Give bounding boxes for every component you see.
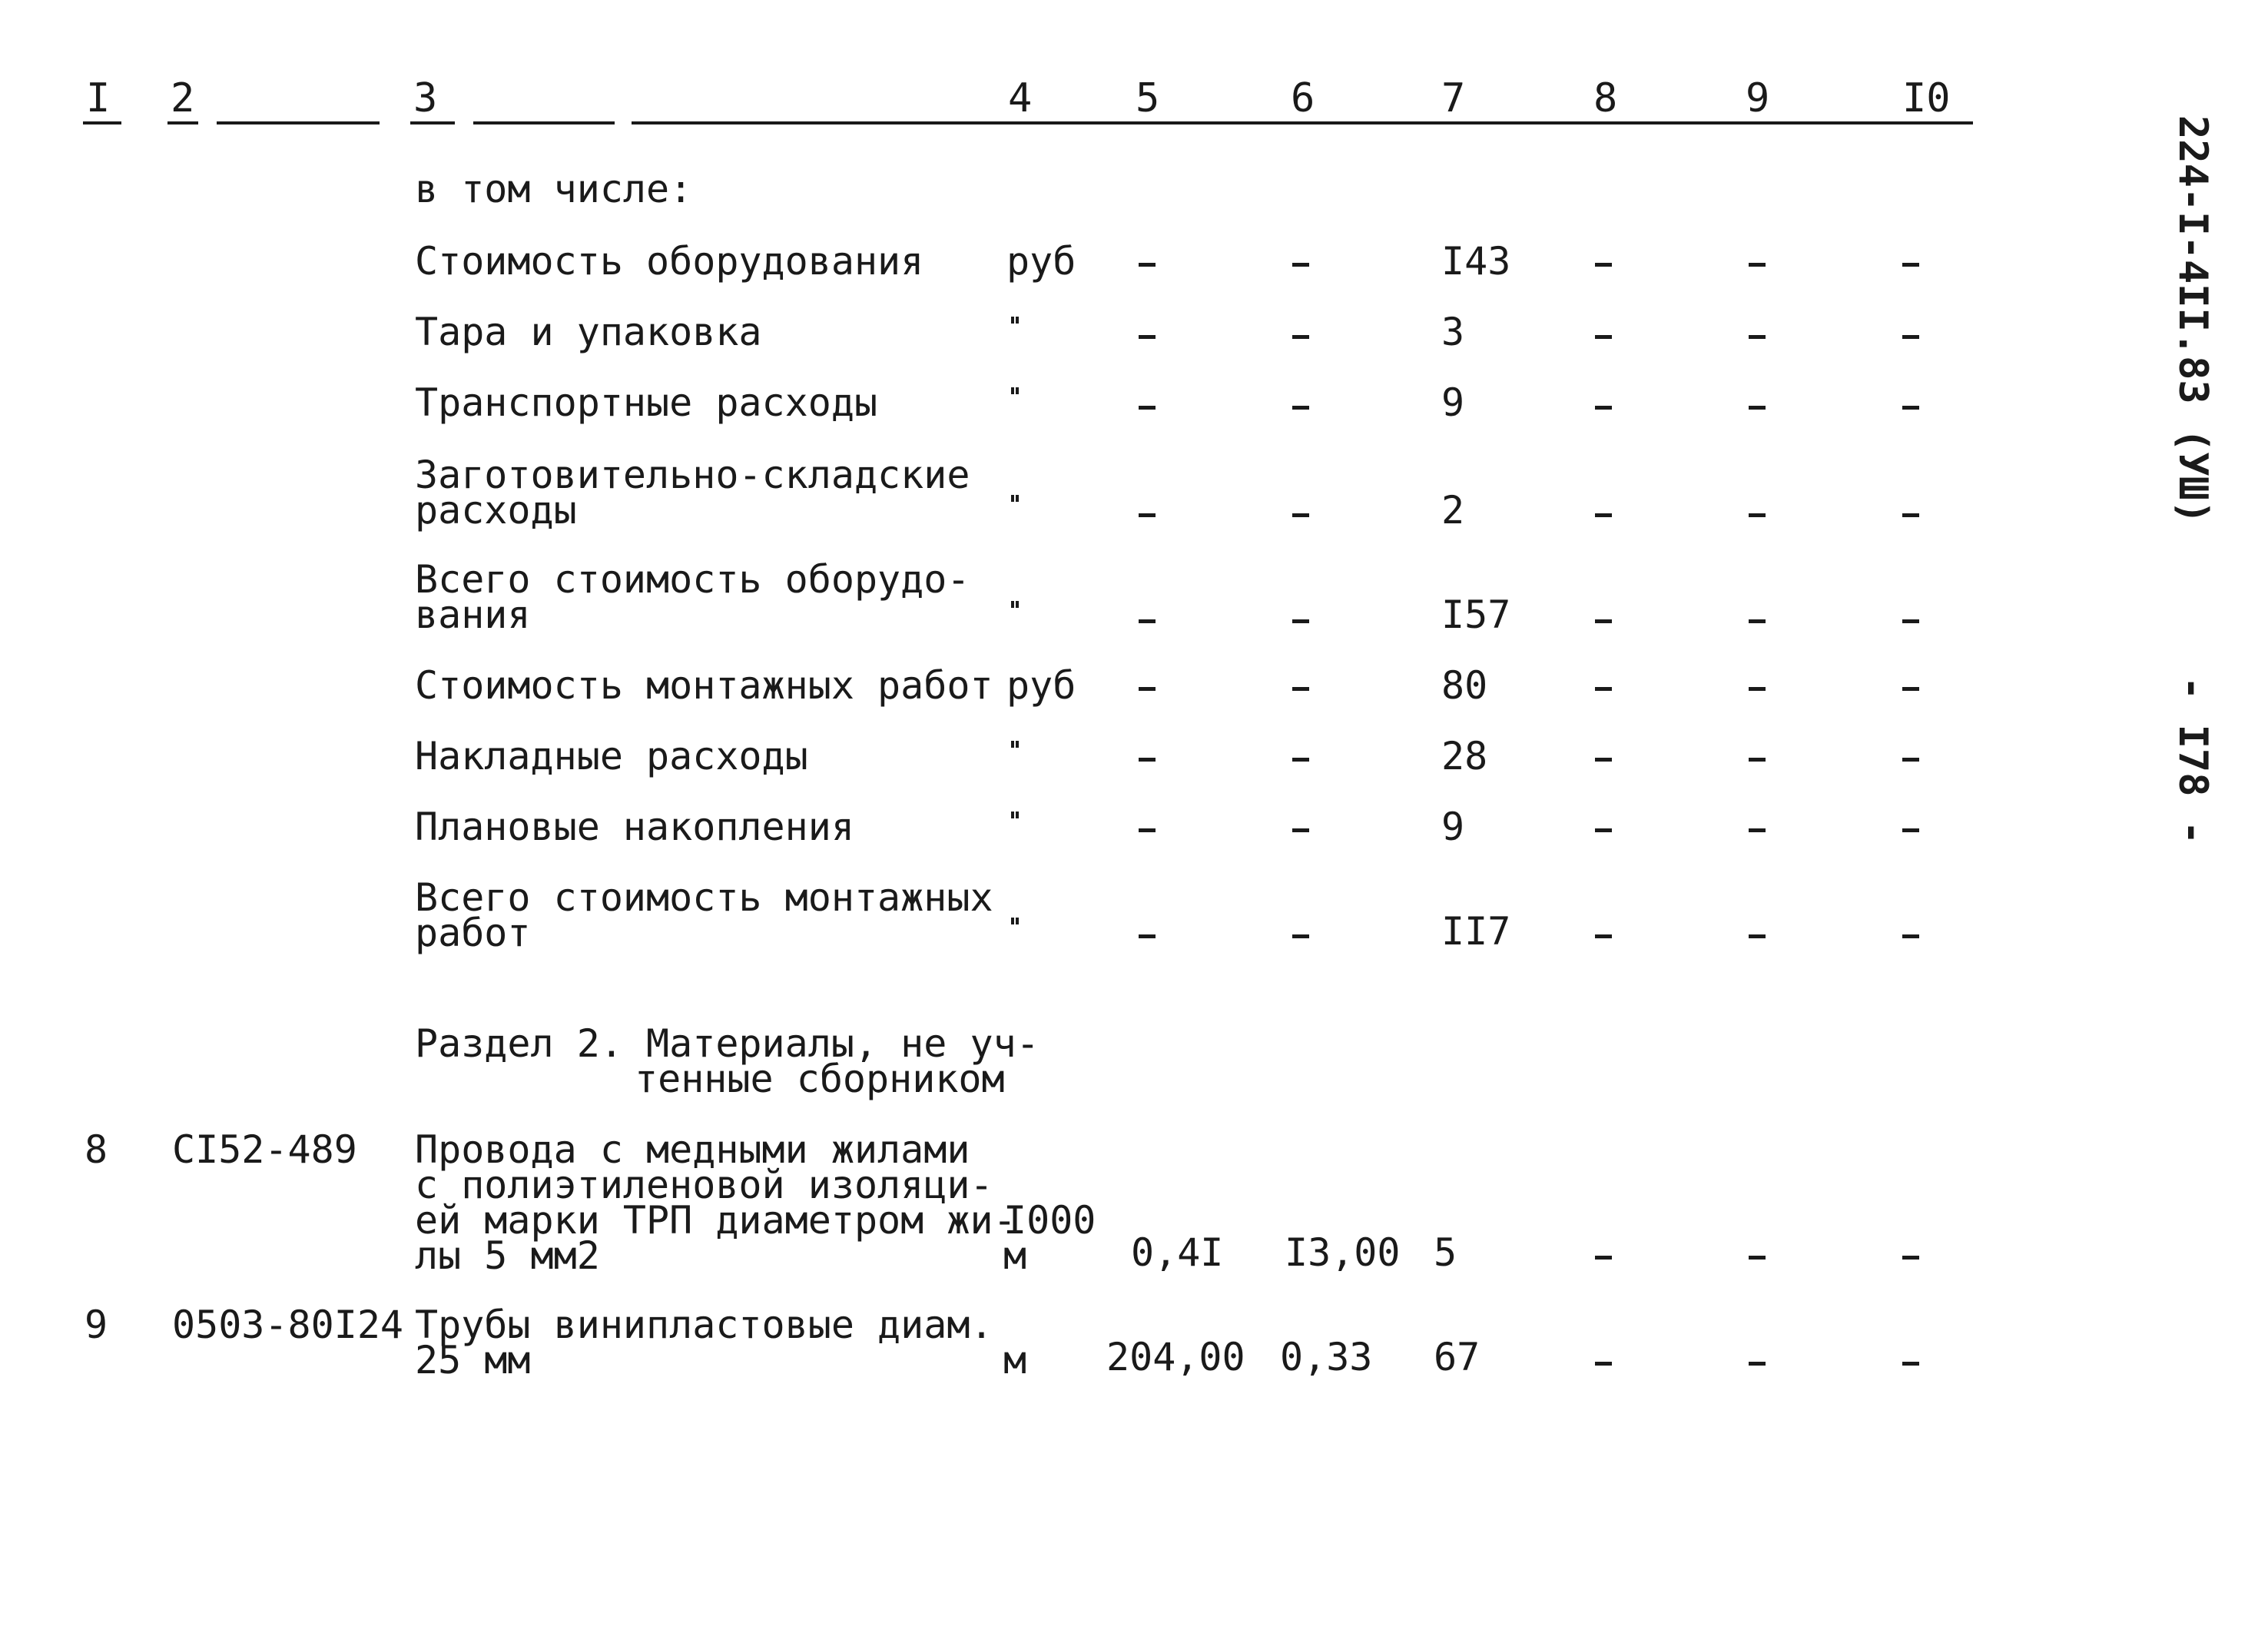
- dash-mark: [1595, 263, 1612, 267]
- ditto-mark: [1011, 741, 1018, 748]
- dash-mark: [1902, 687, 1919, 691]
- row-value-7: 9: [1441, 805, 1465, 849]
- header-rule: [217, 121, 380, 124]
- dash-mark: [1749, 687, 1766, 691]
- row-name: Плановые накопления: [415, 805, 854, 849]
- dash-mark: [1292, 687, 1309, 691]
- dash-mark: [1902, 513, 1919, 517]
- ditto-mark: [1011, 601, 1018, 608]
- dash-mark: [1902, 335, 1919, 339]
- dash-mark: [1902, 758, 1919, 762]
- dash-mark: [1139, 406, 1156, 410]
- item-value-7: 5: [1434, 1230, 1457, 1275]
- section-title-line: Раздел 2. Материалы, не уч-: [415, 1021, 1040, 1066]
- dash-mark: [1902, 828, 1919, 832]
- row-name: работ: [415, 911, 531, 955]
- col-header-8: 8: [1593, 75, 1618, 121]
- dash-mark: [1749, 619, 1766, 623]
- dash-mark: [1139, 758, 1156, 762]
- section-subtitle: в том числе:: [415, 167, 693, 211]
- dash-mark: [1292, 758, 1309, 762]
- item-value-5: 204,00: [1106, 1335, 1245, 1379]
- item-name: с полиэтиленовой изоляци-: [415, 1163, 993, 1207]
- col-header-4: 4: [1008, 75, 1033, 121]
- dash-mark: [1139, 828, 1156, 832]
- dash-mark: [1595, 406, 1612, 410]
- header-rule: [473, 121, 615, 124]
- item-name: ей марки ТРП диаметром жи-: [415, 1198, 1016, 1243]
- dash-mark: [1595, 619, 1612, 623]
- page-number: - I78 -: [2170, 676, 2216, 845]
- dash-mark: [1292, 934, 1309, 938]
- dash-mark: [1595, 1362, 1612, 1366]
- item-name: Провода с медными жилами: [415, 1127, 970, 1172]
- dash-mark: [1749, 828, 1766, 832]
- dash-mark: [1749, 758, 1766, 762]
- row-value-7: 9: [1441, 380, 1465, 425]
- item-unit: I000: [1003, 1198, 1096, 1243]
- row-name: Всего стоимость монтажных: [415, 875, 993, 920]
- row-value-7: 2: [1441, 488, 1465, 533]
- dash-mark: [1749, 513, 1766, 517]
- dash-mark: [1595, 934, 1612, 938]
- row-name: вания: [415, 592, 531, 637]
- dash-mark: [1749, 406, 1766, 410]
- dash-mark: [1749, 934, 1766, 938]
- row-name: Транспортные расходы: [415, 380, 878, 425]
- item-unit: м: [1003, 1338, 1027, 1382]
- section-title-line: тенные сборником: [635, 1057, 1005, 1101]
- col-header-5: 5: [1136, 75, 1160, 121]
- row-value-7: 3: [1441, 310, 1465, 354]
- row-name: Заготовительно-складские: [415, 453, 970, 497]
- dash-mark: [1139, 513, 1156, 517]
- dash-mark: [1902, 1362, 1919, 1366]
- col-header-6: 6: [1291, 75, 1315, 121]
- row-name: Всего стоимость оборудо-: [415, 557, 970, 602]
- ditto-mark: [1011, 387, 1018, 394]
- item-name: лы 5 мм2: [415, 1233, 600, 1278]
- dash-mark: [1595, 828, 1612, 832]
- ditto-mark: [1011, 317, 1018, 324]
- dash-mark: [1292, 513, 1309, 517]
- col-header-1: I: [86, 75, 111, 121]
- col-header-2: 2: [171, 75, 195, 121]
- dash-mark: [1595, 513, 1612, 517]
- ditto-mark: [1011, 812, 1018, 818]
- item-value-7: 67: [1434, 1335, 1480, 1379]
- row-value-7: I43: [1441, 239, 1511, 284]
- dash-mark: [1292, 828, 1309, 832]
- dash-mark: [1292, 619, 1309, 623]
- row-value-7: 28: [1441, 734, 1488, 778]
- item-name: Трубы винипластовые диам.: [415, 1303, 993, 1347]
- dash-mark: [1749, 1362, 1766, 1366]
- row-name: Стоимость монтажных работ: [415, 663, 993, 708]
- header-rule: [167, 121, 198, 124]
- dash-mark: [1595, 758, 1612, 762]
- row-unit: руб: [1006, 239, 1076, 284]
- row-name: Стоимость оборудования: [415, 239, 924, 284]
- dash-mark: [1139, 263, 1156, 267]
- row-name: Тара и упаковка: [415, 310, 762, 354]
- item-value-6: I3,00: [1285, 1230, 1401, 1275]
- col-header-10: I0: [1902, 75, 1951, 121]
- dash-mark: [1749, 1256, 1766, 1260]
- dash-mark: [1292, 263, 1309, 267]
- row-unit: руб: [1006, 663, 1076, 708]
- header-rule: [632, 121, 1011, 124]
- dash-mark: [1139, 335, 1156, 339]
- dash-mark: [1749, 263, 1766, 267]
- dash-mark: [1902, 619, 1919, 623]
- item-value-5: 0,4I: [1131, 1230, 1224, 1275]
- dash-mark: [1139, 934, 1156, 938]
- dash-mark: [1139, 619, 1156, 623]
- row-value-7: I57: [1441, 592, 1511, 637]
- dash-mark: [1595, 335, 1612, 339]
- dash-mark: [1292, 335, 1309, 339]
- item-name: 25 мм: [415, 1338, 531, 1382]
- dash-mark: [1595, 1256, 1612, 1260]
- item-code: CI52-489: [172, 1127, 357, 1172]
- dash-mark: [1139, 687, 1156, 691]
- ditto-mark: [1011, 918, 1018, 924]
- row-value-7: II7: [1441, 909, 1511, 954]
- row-name: Накладные расходы: [415, 734, 808, 778]
- header-rule: [410, 121, 455, 124]
- dash-mark: [1749, 335, 1766, 339]
- item-number: 9: [85, 1303, 108, 1347]
- col-header-7: 7: [1441, 75, 1466, 121]
- dash-mark: [1902, 406, 1919, 410]
- ditto-mark: [1011, 495, 1018, 502]
- row-name: расходы: [415, 488, 577, 533]
- item-value-6: 0,33: [1280, 1335, 1373, 1379]
- header-rule: [1003, 121, 1973, 124]
- item-number: 8: [85, 1127, 108, 1172]
- dash-mark: [1902, 1256, 1919, 1260]
- dash-mark: [1902, 934, 1919, 938]
- col-header-3: 3: [413, 75, 438, 121]
- item-unit: м: [1003, 1233, 1027, 1278]
- dash-mark: [1595, 687, 1612, 691]
- dash-mark: [1292, 406, 1309, 410]
- document-code: 224-I-4II.83 (УШ): [2170, 115, 2216, 525]
- col-header-9: 9: [1746, 75, 1770, 121]
- item-code: 0503-80I24: [172, 1303, 404, 1347]
- header-rule: [83, 121, 121, 124]
- row-value-7: 80: [1441, 663, 1488, 708]
- dash-mark: [1902, 263, 1919, 267]
